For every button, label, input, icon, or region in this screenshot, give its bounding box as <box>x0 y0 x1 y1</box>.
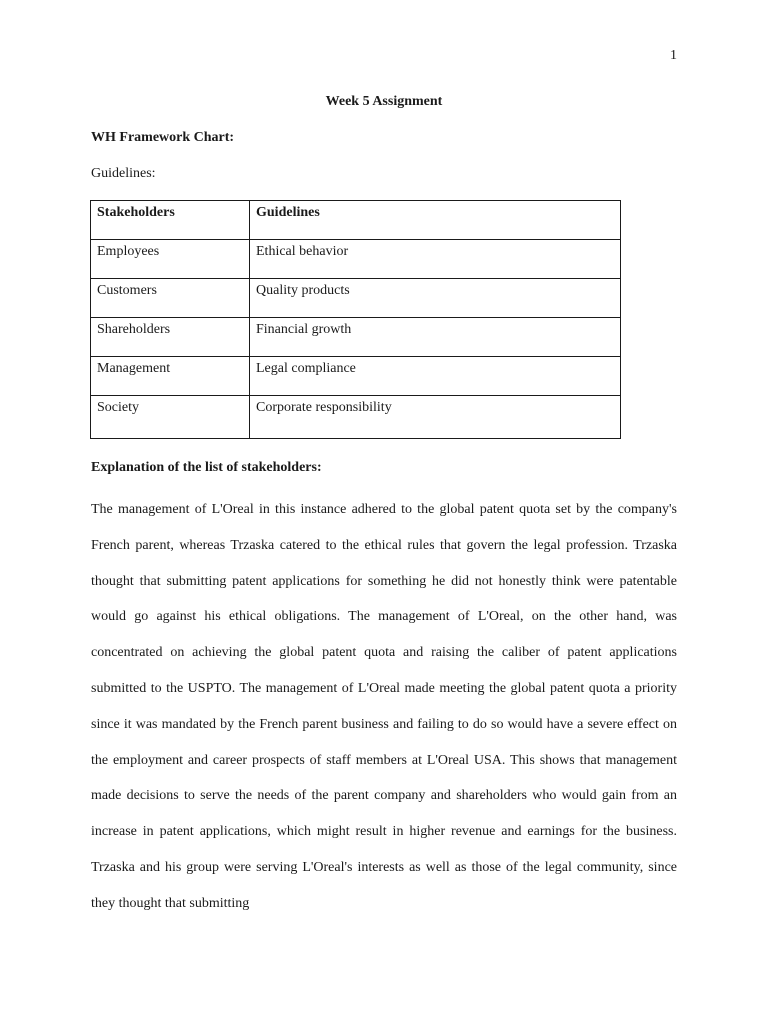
stakeholder-cell: Society <box>91 396 250 439</box>
framework-heading: WH Framework Chart: <box>91 130 235 145</box>
guideline-cell: Quality products <box>250 279 621 318</box>
stakeholder-table <box>90 200 621 439</box>
stakeholder-cell: Shareholders <box>91 318 250 357</box>
table-row <box>91 396 621 439</box>
document-title: Week 5 Assignment <box>325 94 443 109</box>
page-number: 1 <box>670 48 677 63</box>
guidelines-label: Guidelines: <box>91 166 156 181</box>
guideline-cell: Legal compliance <box>250 357 621 396</box>
guideline-cell: Financial growth <box>250 318 621 357</box>
column-header-guidelines: Guidelines <box>250 201 621 240</box>
stakeholder-cell: Management <box>91 357 250 396</box>
table-row <box>91 279 621 318</box>
guideline-cell: Corporate responsibility <box>250 396 621 439</box>
table-row <box>91 318 621 357</box>
table-header-row <box>91 201 621 240</box>
table-row <box>91 357 621 396</box>
explanation-paragraph: The management of L'Oreal in this instance adhered to the global patent quota set by the company's French parent, whereas Trzaska catered to the ethical rules that govern the legal profession. Trzaska thought that submitting patent applications for something he did not honestly think were patentable would go against his ethical obligations. The management of L'Oreal, on the other hand, was concentrated on achieving the global patent quota and raising the caliber of patent applications submitted to the USPTO. The management of L'Oreal made meeting the global patent quota a priority since it was mandated by the French parent business and failing to do so would have a severe effect on the employment and career prospects of staff members at L'Oreal USA. This shows that management made decisions to serve the needs of the parent company and shareholders who would gain from an increase in patent applications, which might result in higher revenue and earnings for the business. Trzaska and his group were serving L'Oreal's interests as well as those of the legal community, since they thought that submitting <box>91 502 677 911</box>
explanation-heading: Explanation of the list of stakeholders: <box>91 460 322 475</box>
table-row <box>91 240 621 279</box>
column-header-stakeholders: Stakeholders <box>91 201 250 240</box>
stakeholder-cell: Customers <box>91 279 250 318</box>
stakeholder-cell: Employees <box>91 240 250 279</box>
guideline-cell: Ethical behavior <box>250 240 621 279</box>
